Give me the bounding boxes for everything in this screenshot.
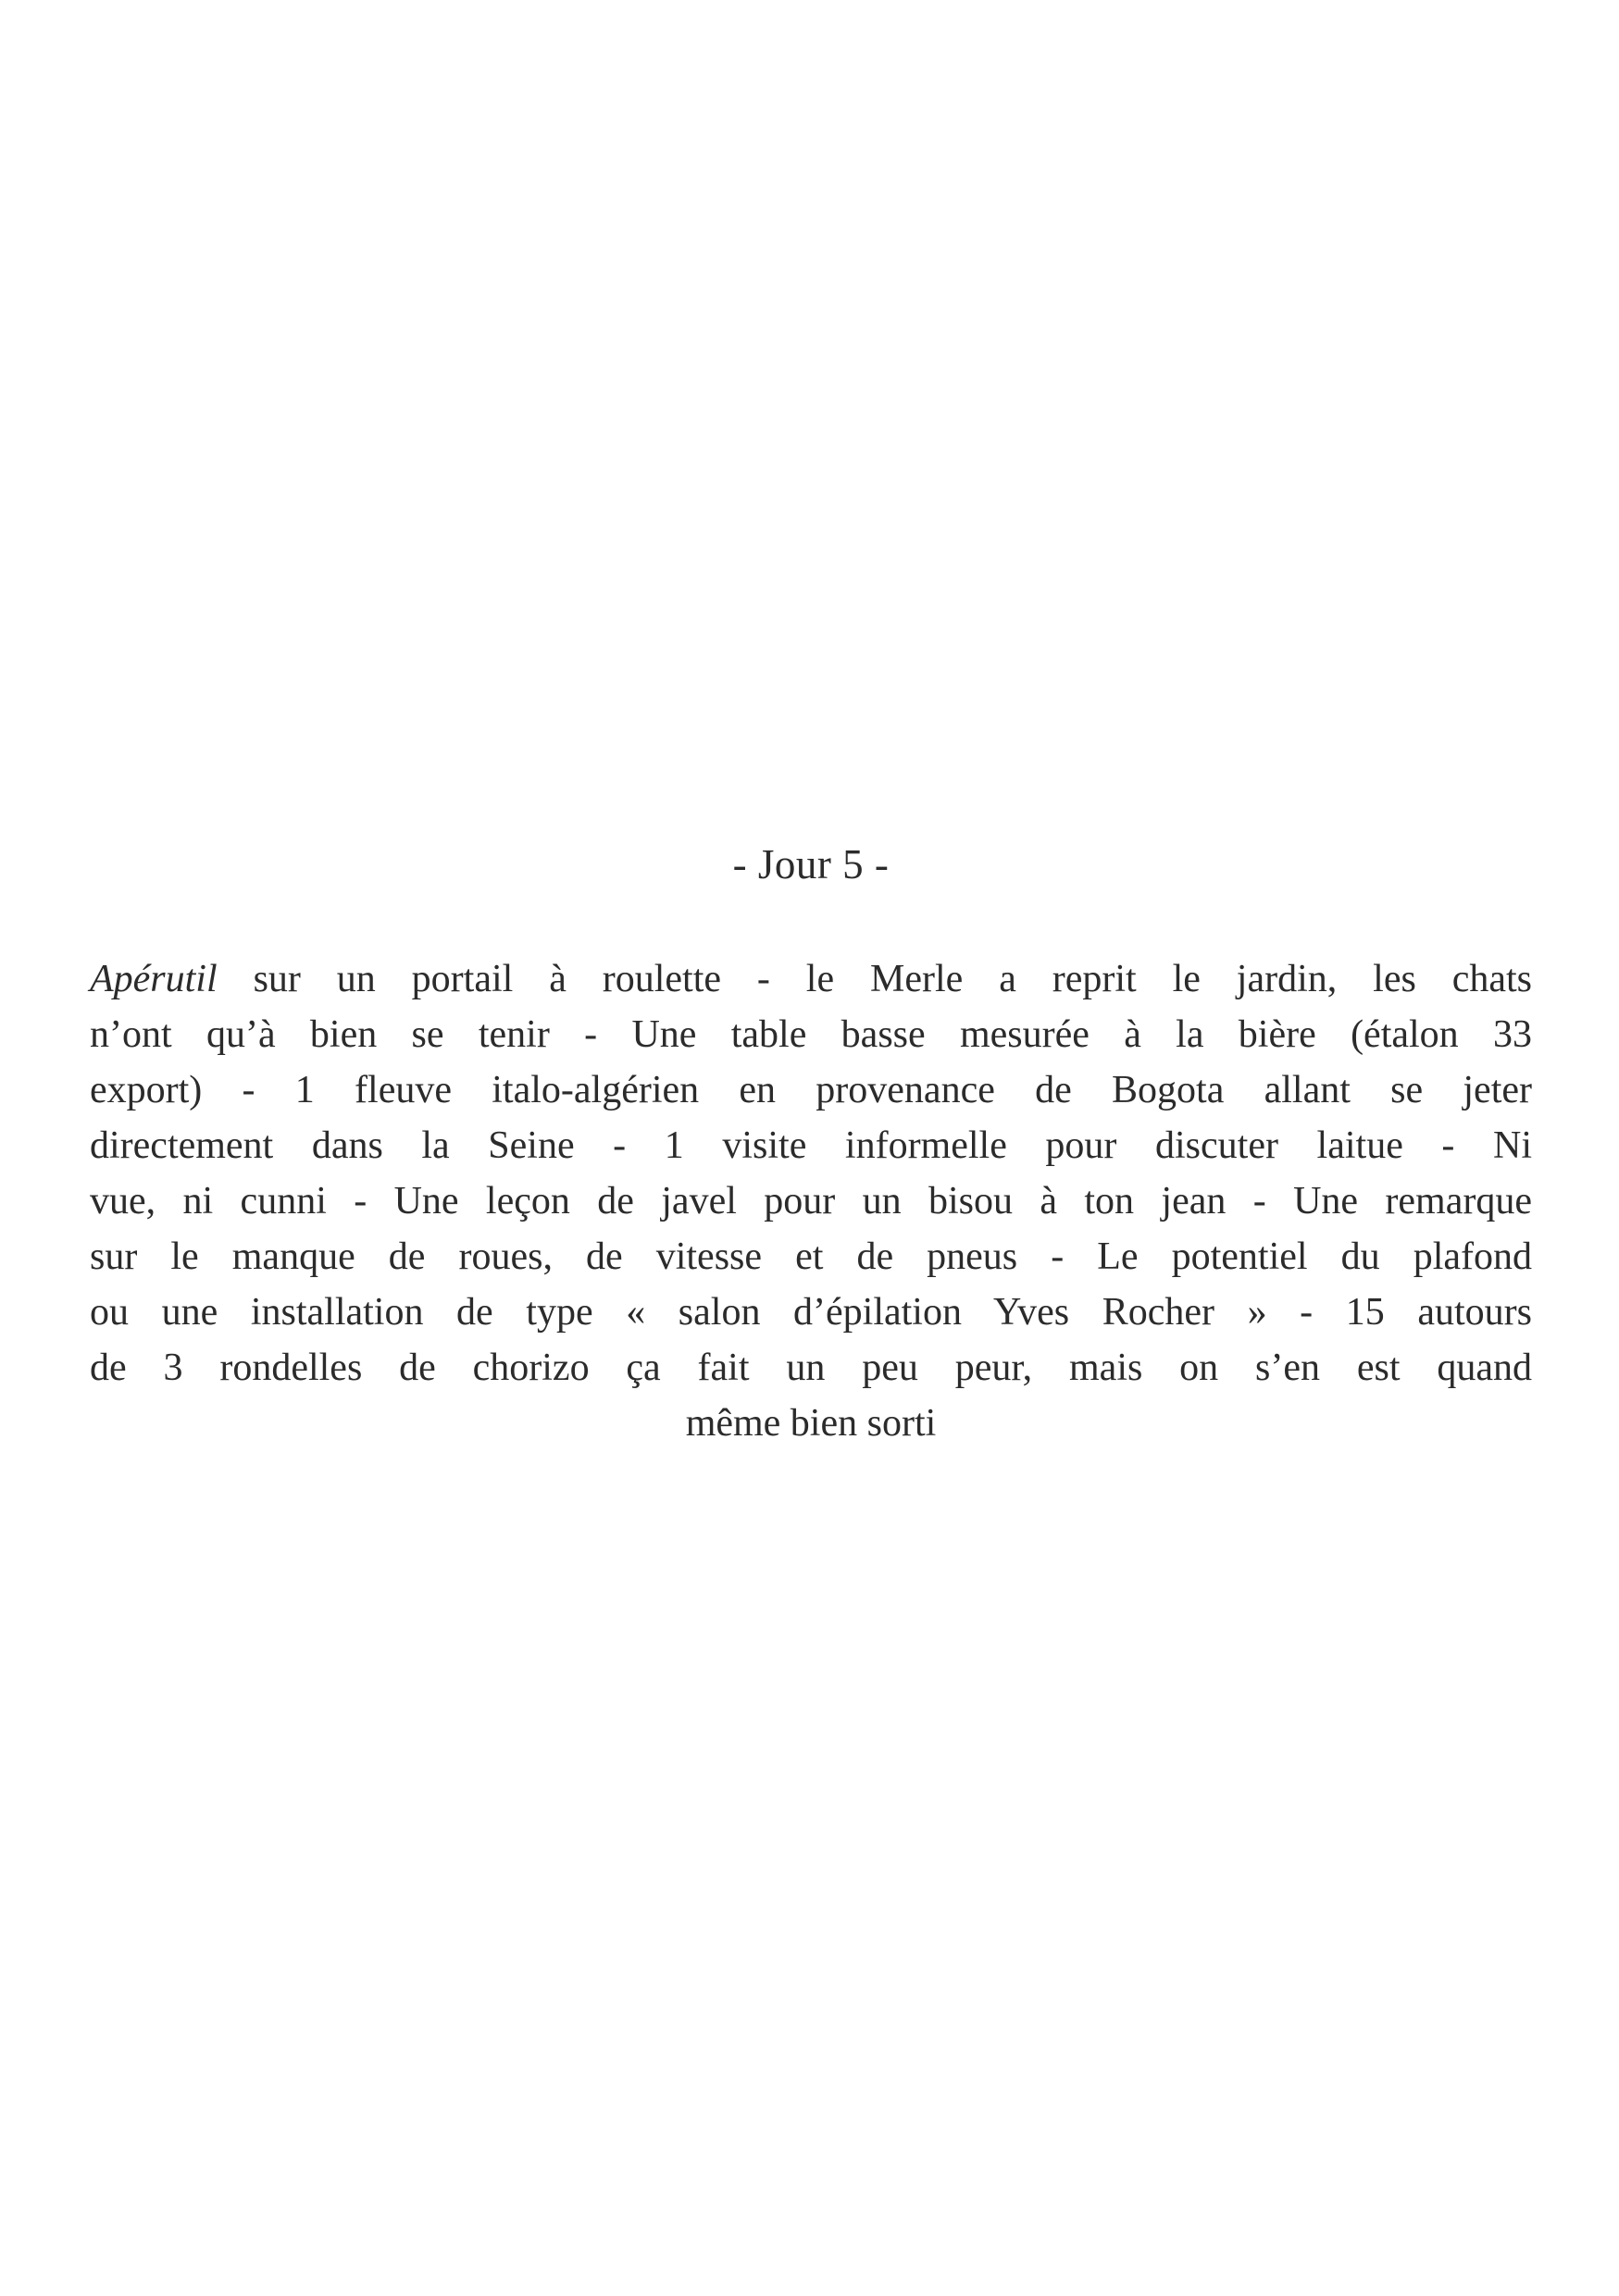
italic-lead-word: Apérutil — [90, 958, 218, 1000]
paragraph-line-6: sur le manque de roues, de vitesse et de pneus - Le potentiel du plafond — [90, 1235, 1532, 1278]
paragraph-last-line: même bien sorti — [685, 1402, 937, 1445]
paragraph-line-3: export) - 1 fleuve italo-algérien en provenance de Bogota allant se jeter — [90, 1069, 1532, 1111]
paragraph-line-7: ou une installation de type « salon d’épilation Yves Rocher » - 15 autours — [90, 1291, 1532, 1334]
paragraph-line-4: directement dans la Seine - 1 visite informelle pour discuter laitue - Ni — [90, 1124, 1532, 1167]
body-paragraph — [90, 951, 1532, 1451]
page-content — [90, 837, 1532, 1451]
paragraph-line-1 — [90, 951, 1532, 1007]
paragraph-line-1-text: sur un portail à roulette - le Merle a reprit le jardin, les chats — [253, 958, 1532, 1000]
paragraph-line-2: n’ont qu’à bien se tenir - Une table basse mesurée à la bière (étalon 33 — [90, 1013, 1532, 1056]
chapter-title: - Jour 5 - — [732, 841, 890, 887]
paragraph-line-5: vue, ni cunni - Une leçon de javel pour un bisou à ton jean - Une remarque — [90, 1180, 1532, 1222]
paragraph-line-8: de 3 rondelles de chorizo ça fait un peu peur, mais on s’en est quand — [90, 1347, 1532, 1389]
